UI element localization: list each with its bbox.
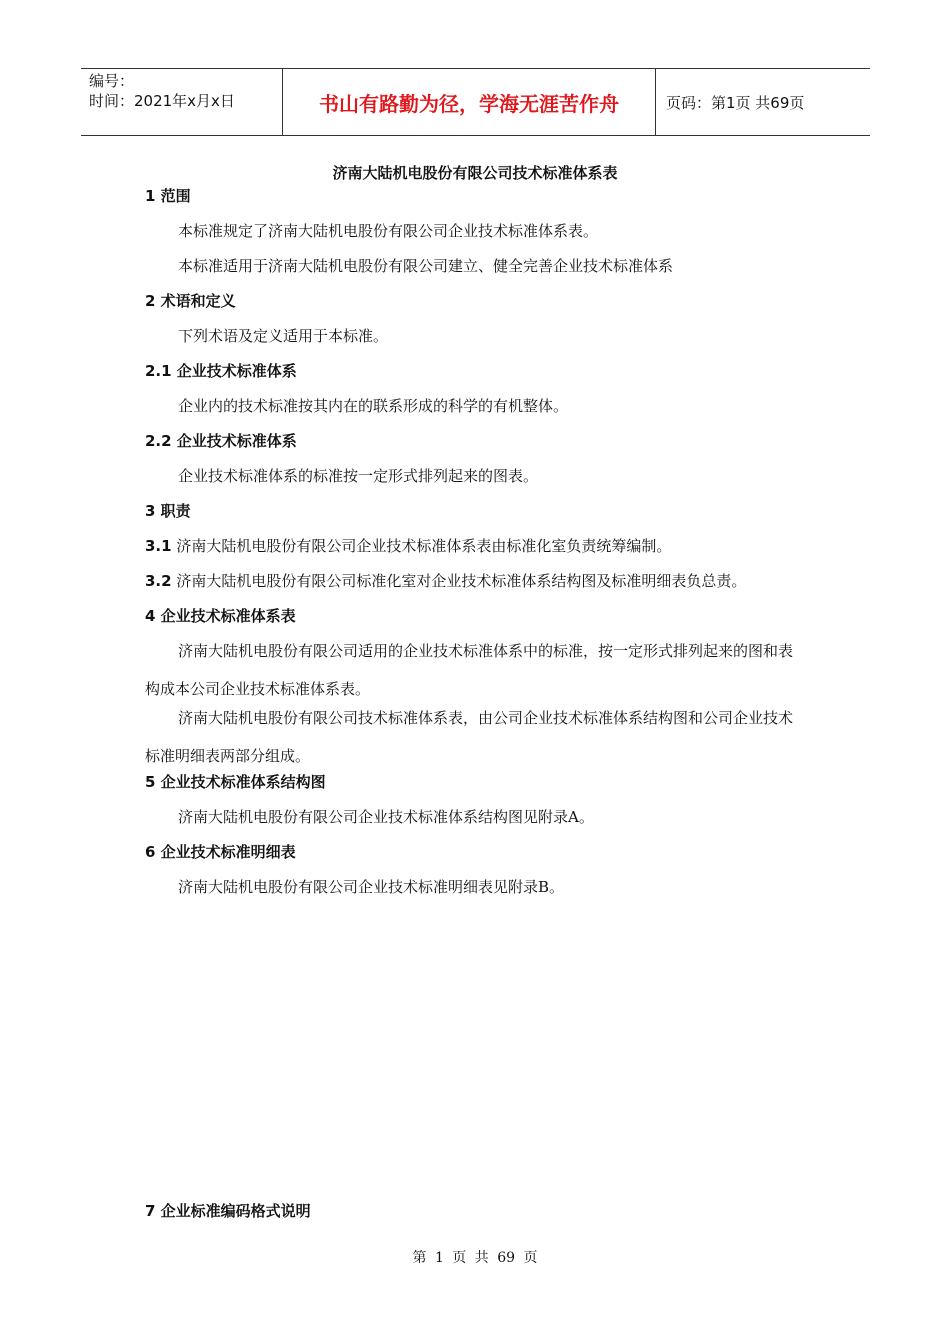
section-2-1-heading: 2.1 企业技术标准体系: [145, 362, 297, 380]
section-3-2-number: 3.2: [145, 572, 172, 590]
page-footer: 第 1 页 共 69 页: [412, 1250, 538, 1266]
section-6-paragraph-1: 济南大陆机电股份有限公司企业技术标准明细表见附录B。: [178, 878, 565, 896]
number-label: 编号：: [89, 72, 135, 90]
header-meta-cell: [81, 69, 283, 135]
section-3-1-text: 济南大陆机电股份有限公司企业技术标准体系表由标准化室负责统筹编制。: [171, 537, 672, 555]
section-3-2-item: [145, 571, 807, 606]
page-info-text: 页码：第1页 共69页: [666, 93, 805, 112]
section-6-heading: 6 企业技术标准明细表: [145, 843, 296, 861]
section-2-heading: 2 术语和定义: [145, 292, 236, 310]
section-4-paragraph-2: 济南大陆机电股份有限公司技术标准体系表，由公司企业技术标准体系结构图和公司企业技术标准明细表两部分组成。: [145, 709, 794, 765]
section-2-2-paragraph-1: 企业技术标准体系的标准按一定形式排列起来的图表。: [178, 467, 539, 485]
time-label: 时间：2021年x月x日: [89, 92, 235, 110]
section-4-paragraph-1: 济南大陆机电股份有限公司适用的企业技术标准体系中的标准，按一定形式排列起来的图和表构成本公司企业技术标准体系表。: [145, 642, 794, 698]
section-3-heading: 3 职责: [145, 502, 191, 520]
motto-text: 书山有路勤为径，学海无涯苦作舟: [319, 91, 619, 116]
document-title: 济南大陆机电股份有限公司技术标准体系表: [332, 164, 618, 182]
section-7-heading: 7 企业标准编码格式说明: [145, 1202, 311, 1220]
section-2-paragraph-1: 下列术语及定义适用于本标准。: [178, 327, 389, 345]
section-3-1-number: 3.1: [145, 537, 172, 555]
section-1-paragraph-1: 本标准规定了济南大陆机电股份有限公司企业技术标准体系表。: [178, 222, 599, 240]
page-info-cell: [656, 69, 870, 135]
section-3-2-text: 济南大陆机电股份有限公司标准化室对企业技术标准体系结构图及标准明细表负总责。: [171, 572, 747, 590]
section-1-heading: 1 范围: [145, 187, 191, 205]
document-body: [145, 186, 807, 912]
section-2-2-heading: 2.2 企业技术标准体系: [145, 432, 297, 450]
section-2-1-paragraph-1: 企业内的技术标准按其内在的联系形成的科学的有机整体。: [178, 397, 569, 415]
section-3-1-item: [145, 536, 807, 571]
section-5-heading: 5 企业技术标准体系结构图: [145, 773, 326, 791]
section-5-paragraph-1: 济南大陆机电股份有限公司企业技术标准体系结构图见附录A。: [178, 808, 594, 826]
motto-cell: [283, 69, 656, 135]
section-4-heading: 4 企业技术标准体系表: [145, 607, 296, 625]
header-table: [81, 68, 870, 136]
section-1-paragraph-2: 本标准适用于济南大陆机电股份有限公司建立、健全完善企业技术标准体系: [178, 257, 674, 275]
